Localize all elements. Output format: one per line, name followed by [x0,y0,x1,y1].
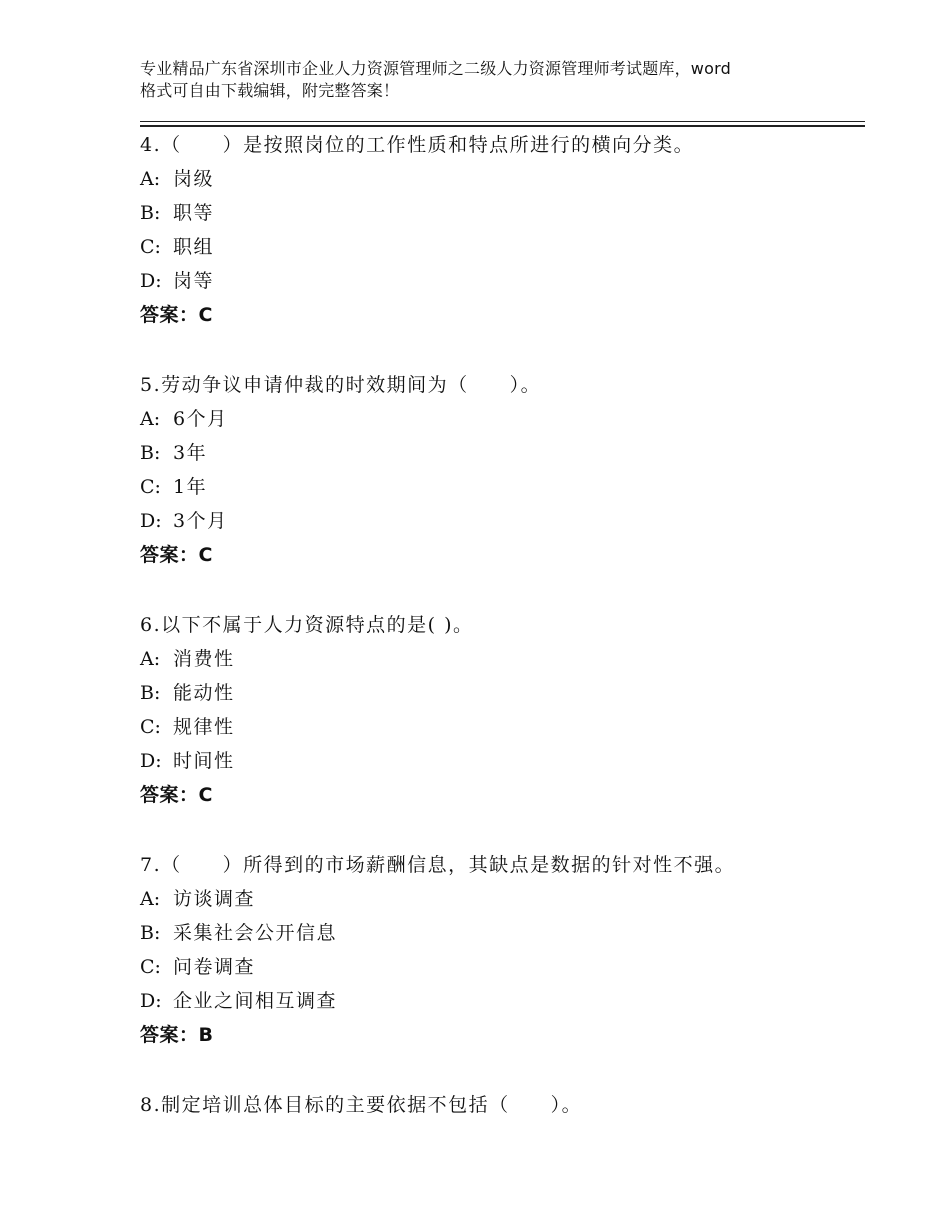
question-stem: 4.（ ）是按照岗位的工作性质和特点所进行的横向分类。 [140,134,695,156]
option-c [140,470,865,504]
option-text: 6个月 [173,408,228,430]
option-text: 3个月 [173,510,228,532]
option-text: 规律性 [173,716,235,738]
option-d [140,744,865,778]
answer-line: 答案：C [140,784,213,806]
option-d [140,504,865,538]
header-line-1: 专业精品广东省深圳市企业人力资源管理师之二级人力资源管理师考试题库，word [140,59,731,78]
answer-line: 答案：C [140,304,213,326]
option-text: 企业之间相互调查 [173,990,338,1012]
question-5 [140,368,865,572]
question-6 [140,608,865,812]
option-text: 职组 [173,236,215,258]
option-d [140,264,865,298]
option-text: 职等 [173,202,215,224]
option-text: 能动性 [173,682,235,704]
option-label: C: [140,716,161,738]
option-a [140,402,865,436]
option-text: 访谈调查 [173,888,256,910]
option-c [140,950,865,984]
option-label: C: [140,476,161,498]
option-text: 岗级 [173,168,215,190]
option-text: 时间性 [173,750,235,772]
answer-line: 答案：B [140,1024,214,1046]
option-text: 1年 [173,476,208,498]
option-label: B: [140,442,161,464]
option-c [140,230,865,264]
option-a [140,642,865,676]
option-label: C: [140,956,161,978]
option-c [140,710,865,744]
header-line-2: 格式可自由下载编辑，附完整答案！ [140,81,400,100]
option-text: 消费性 [173,648,235,670]
option-b [140,196,865,230]
option-a [140,162,865,196]
header-rule-thick [140,125,865,127]
option-label: B: [140,682,161,704]
option-a [140,882,865,916]
option-label: B: [140,202,161,224]
question-stem: 6.以下不属于人力资源特点的是( )。 [140,614,474,636]
option-label: D: [140,270,162,292]
question-7 [140,848,865,1052]
option-label: A: [140,168,161,190]
option-label: D: [140,750,162,772]
question-list [140,128,865,1158]
question-stem: 7.（ ）所得到的市场薪酬信息，其缺点是数据的针对性不强。 [140,854,736,876]
option-text: 采集社会公开信息 [173,922,338,944]
question-8 [140,1088,865,1122]
option-text: 问卷调查 [173,956,256,978]
header-rule-thin [140,121,865,122]
option-label: A: [140,888,161,910]
option-b [140,916,865,950]
option-label: D: [140,510,162,532]
option-b [140,436,865,470]
option-label: A: [140,648,161,670]
option-d [140,984,865,1018]
option-label: B: [140,922,161,944]
option-text: 岗等 [173,270,215,292]
option-label: C: [140,236,161,258]
question-stem: 8.制定培训总体目标的主要依据不包括（ ）。 [140,1094,583,1116]
document-header [140,58,840,102]
question-4 [140,128,865,332]
option-label: D: [140,990,162,1012]
option-b [140,676,865,710]
answer-line: 答案：C [140,544,213,566]
option-label: A: [140,408,161,430]
option-text: 3年 [173,442,208,464]
question-stem: 5.劳动争议申请仲裁的时效期间为（ ）。 [140,374,542,396]
